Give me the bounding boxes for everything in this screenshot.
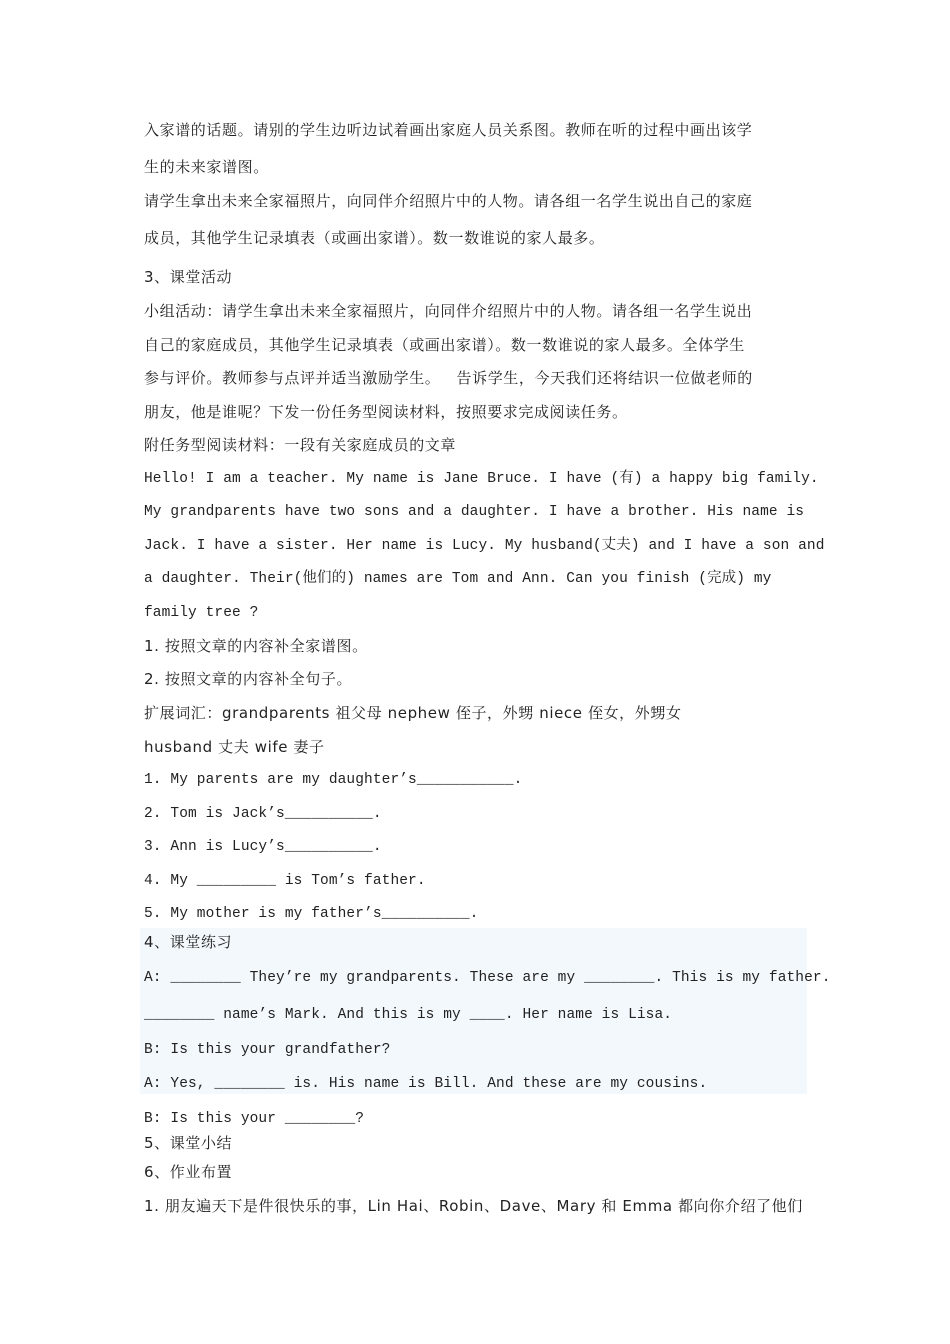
attachment-title: 附任务型阅读材料：一段有关家庭成员的文章 (144, 436, 457, 454)
section6-heading: 6、作业布置 (144, 1163, 233, 1181)
sentence-3: 3. Ann is Lucy’s__________. (144, 839, 382, 855)
vocab-line-2: husband 丈夫 wife 妻子 (144, 738, 325, 756)
exercise-line-1: A: ________ They’re my grandparents. These are my ________. This is my father. (144, 970, 831, 986)
intro-line-4: 成员，其他学生记录填表（或画出家谱）。数一数谁说的家人最多。 (144, 229, 605, 247)
section3-para-3: 参与评价。教师参与点评并适当激励学生。 告诉学生，今天我们还将结识一位做老师的 (144, 369, 753, 387)
reading-line-5: family tree ? (144, 605, 259, 621)
exercise-line-4: A: Yes, ________ is. His name is Bill. And these are my cousins. (144, 1076, 708, 1092)
section3-para-4: 朋友，他是谁呢？下发一份任务型阅读材料，按照要求完成阅读任务。 (144, 403, 628, 421)
exercise-line-2: ________ name’s Mark. And this is my ____. Her name is Lisa. (144, 1007, 673, 1023)
section3-para-2: 自己的家庭成员，其他学生记录填表（或画出家谱）。数一数谁说的家人最多。全体学生 (144, 336, 745, 354)
reading-line-4: a daughter. Their(他们的) names are Tom and Ann. Can you finish (完成) my (144, 571, 772, 587)
sentence-1: 1. My parents are my daughter’s___________. (144, 772, 523, 788)
intro-line-1: 入家谱的话题。请别的学生边听边试着画出家庭人员关系图。教师在听的过程中画出该学 (144, 121, 753, 139)
sentence-2: 2. Tom is Jack’s__________. (144, 806, 382, 822)
exercise-line-5: B: Is this your ________? (144, 1111, 365, 1127)
intro-line-2: 生的未来家谱图。 (144, 158, 269, 176)
section3-heading: 3、课堂活动 (144, 268, 233, 286)
section4-heading: 4、课堂练习 (144, 933, 233, 951)
reading-line-2: My grandparents have two sons and a daughter. I have a brother. His name is (144, 504, 805, 520)
sentence-5: 5. My mother is my father’s__________. (144, 906, 479, 922)
section3-para-1: 小组活动：请学生拿出未来全家福照片，向同伴介绍照片中的人物。请各组一名学生说出 (144, 302, 753, 320)
intro-line-3: 请学生拿出未来全家福照片，向同伴介绍照片中的人物。请各组一名学生说出自己的家庭 (144, 192, 753, 210)
reading-line-3: Jack. I have a sister. Her name is Lucy. My husband(丈夫) and I have a son and (144, 538, 825, 554)
section5-heading: 5、课堂小结 (144, 1134, 233, 1152)
reading-line-1: Hello! I am a teacher. My name is Jane Bruce. I have (有) a happy big family. (144, 471, 819, 487)
sentence-4: 4. My _________ is Tom’s father. (144, 873, 426, 889)
task-2: 2. 按照文章的内容补全句子。 (144, 670, 353, 688)
exercise-line-3: B: Is this your grandfather? (144, 1042, 391, 1058)
homework-item-1: 1. 朋友遍天下是件很快乐的事，Lin Hai、Robin、Dave、Mary 和 Emma 都向你介绍了他们 (144, 1197, 803, 1215)
task-1: 1. 按照文章的内容补全家谱图。 (144, 637, 368, 655)
vocab-line-1: 扩展词汇：grandparents 祖父母 nephew 侄子，外甥 niece 侄女，外甥女 (144, 704, 682, 722)
